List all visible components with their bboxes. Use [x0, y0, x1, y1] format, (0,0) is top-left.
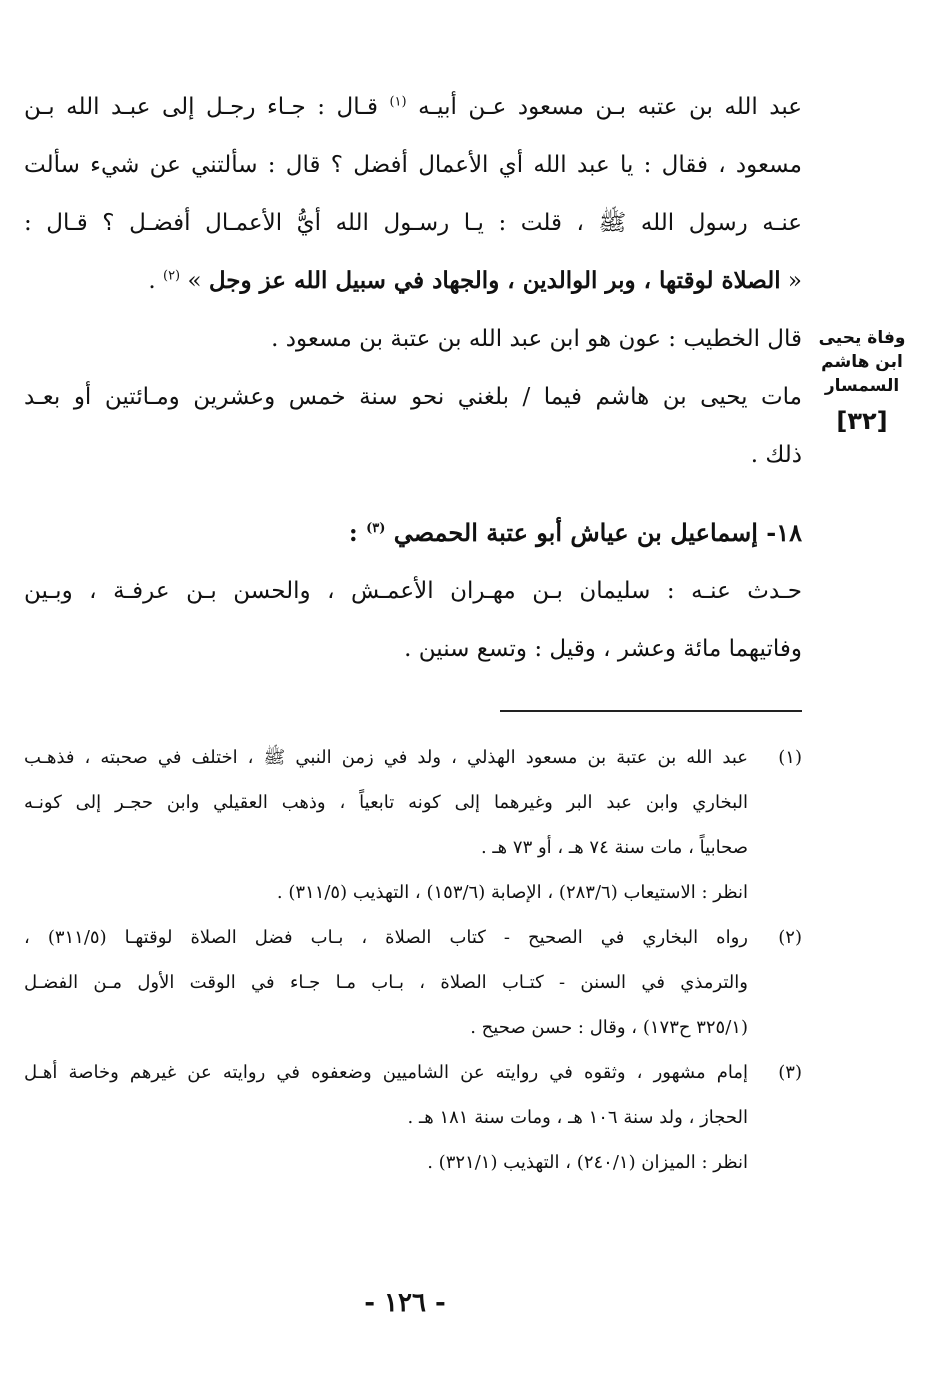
paragraph-2 [24, 310, 802, 368]
quote-close: » [187, 268, 202, 294]
footnote-3-line-2: الحجاز ، ولد سنة ١٠٦ هـ ، ومات سنة ١٨١ هـ . [407, 1107, 748, 1128]
paragraph-1-line-2: مسعود ، فقال : يا عبد الله أي الأعمال أفضل ؟ قال : سألتني عن شيء سألت [24, 152, 802, 178]
footnote-1-reference: انظر : الاستيعاب (٢٨٣/٦) ، الإصابة (١٥٣/٦) ، التهذيب (٣١١/٥) . [276, 882, 748, 903]
footnote-divider [500, 710, 802, 712]
footnote-1-line-1: عبد الله بن عتبة بن مسعود الهذلي ، ولد في زمن النبي ﷺ ، اختلف في صحبته ، فذهـب [24, 747, 748, 768]
paragraph-4 [24, 562, 802, 678]
paragraph-3-line-1: مات يحيى بن هاشم فيما / بلغني نحو سنة خمس وعشرين ومـائتين أو بعـد [24, 384, 802, 410]
footnote-1 [24, 735, 802, 915]
footnote-ref-1[interactable]: (١) [389, 94, 407, 110]
paragraph-1 [24, 78, 802, 310]
paragraph-2-line: قال الخطيب : عون هو ابن عبد الله بن عتبة بن مسعود . [271, 326, 802, 352]
paragraph-1-line-1-end: قـال : جـاء رجـل إلى عبـد الله بـن [24, 94, 378, 120]
hadith-text: الصلاة لوقتها ، وبر الوالدين ، والجهاد في سبيل الله عز وجل [208, 267, 781, 294]
footnote-ref-3[interactable]: (٣) [366, 521, 386, 536]
footnote-ref-2[interactable]: (٢) [162, 268, 181, 284]
footnote-body [24, 915, 748, 1050]
footnote-2-line-3: (٣٢٥/١ ح١٧٣) ، وقال : حسن صحيح . [470, 1017, 748, 1038]
margin-note-line-1: وفاة يحيى [818, 328, 906, 348]
footnote-number: (١) [778, 747, 802, 768]
footnotes [24, 735, 802, 1185]
footnote-3-line-1: إمام مشهور ، وثقوه في روايته عن الشاميين وضعفوه في روايته عن غيرهم وخاصة أهـل [24, 1062, 748, 1083]
footnote-1-line-3: صحابياً ، مات سنة ٧٤ هـ ، أو ٧٣ هـ . [480, 837, 748, 858]
paragraph-1-line-1 [24, 78, 802, 136]
main-text [24, 78, 802, 678]
margin-note-line-3: السمسار [824, 376, 900, 396]
paragraph-3 [24, 368, 802, 484]
margin-note-line-2: ابن هاشم [821, 352, 903, 372]
paragraph-3-line-2: ذلك . [750, 442, 802, 468]
footnote-number: (٢) [778, 927, 802, 948]
footnote-body [24, 735, 748, 915]
footnote-number: (٣) [778, 1062, 802, 1083]
heading-colon: : [348, 518, 358, 547]
paragraph-4-line-1: حـدث عنـه : سليمان بـن مهـران الأعمـش ، والحسن بـن عرفـة ، وبـين [24, 578, 802, 604]
footnote-3-reference: انظر : الميزان (٢٤٠/١) ، التهذيب (٣٢١/١) . [427, 1152, 748, 1173]
page-number: - ١٢٦ - [364, 1288, 446, 1318]
margin-note [812, 326, 912, 436]
footnote-2 [24, 915, 802, 1050]
quote-open: « [787, 268, 802, 294]
heading-text: ١٨- إسماعيل بن عياش أبو عتبة الحمصي [393, 518, 802, 547]
paragraph-4-line-2: وفاتيهما مائة وعشر ، وقيل : وتسع سنين . [404, 636, 802, 662]
section-heading [24, 504, 802, 562]
footnote-3 [24, 1050, 802, 1185]
footnote-2-line-2: والترمذي في السنن - كتـاب الصلاة ، بـاب مـا جـاء في الوقت الأول مـن الفضـل [24, 972, 748, 993]
footnote-2-line-1: رواه البخاري في الصحيح - كتاب الصلاة ، بـاب فضل الصلاة لوقتهـا (٣١١/٥) ، [24, 927, 748, 948]
paragraph-1-line-1-start: عبد الله بن عتبه بـن مسعود عـن أبيـه [418, 94, 802, 120]
margin-note-number: [٣٢] [836, 407, 888, 435]
hadith-end: . [148, 268, 156, 294]
paragraph-1-line-3: عنـه رسول الله ﷺ ، قلت : يـا رسـول الله أيُّ الأعمـال أفضـل ؟ قـال : [24, 210, 802, 236]
footnote-1-line-2: البخاري وابن عبد البر وغيرهما إلى كونه تابعياً ، وذهب العقيلي وابن حجـر إلى كونـه [24, 792, 748, 813]
hadith-line [24, 252, 802, 310]
footnote-body [24, 1050, 748, 1185]
